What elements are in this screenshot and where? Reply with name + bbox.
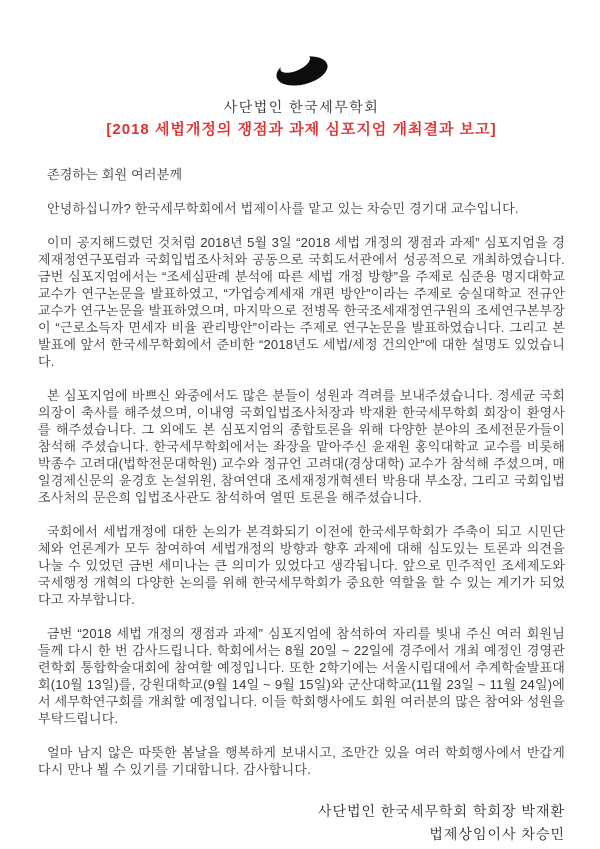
logo-container (38, 46, 565, 94)
salutation-paragraph: 존경하는 회원 여러분께 (47, 167, 183, 182)
organization-name: 사단법인 한국세무학회 (223, 99, 380, 115)
document-title: [2018 세법개정의 쟁점과 과제 심포지엄 개최결과 보고] (106, 121, 497, 138)
intro-paragraph: 안녕하십니까? 한국세무학회에서 법제이사를 맡고 있는 차승민 경기대 교수입니다. (47, 201, 519, 216)
attendees-paragraph: 본 심포지엄에 바쁘신 와중에서도 많은 분들이 성원과 격려를 보내주셨습니다. 정세균 국회의장이 축사를 해주셨으며, 이내영 국회입법조사처장과 박재환 한국세무학회 회장이 환영사를 해주셨습니다. 그 외에도 본 심포지엄의 종합토론을 위해 다양한 분야의 조세전문가들이 참석해 주셨습니다. 한국세무학회에서는 좌장을 맡아주신 윤재원 홍익대학교 교수를 비롯해 박종수 고려대(법학전문대학원) 교수와 정규언 고려대(경상대학) 교수가 참석해 주셨으며, 매일경제신문의 윤경호 논설위원, 참여연대 조세재정개혁센터 박용대 부소장, 그리고 국회입법조사처의 문은희 입법조사관도 참석하여 열띤 토론을 해주셨습니다. (38, 388, 565, 505)
korean-taxation-society-logo-icon (273, 47, 331, 93)
document-header (38, 46, 565, 140)
symposium-summary-paragraph: 이미 공지해드렸던 것처럼 2018년 5월 3일 “2018 세법 개정의 쟁점과 과제” 심포지엄을 경제재정연구포럼과 국회입법조사처와 공동으로 국회도서관에서 성공적으로 개최하였습니다. 금번 심포지엄에서는 “조세심판례 분석에 따른 세법 개정 방향”을 주제로 심준용 명지대학교 교수가 연구논문을 발표하였고, “가업승계세재 개편 방안”이라는 주제로 숭실대학교 전규안 교수가 연구논문을 발표하였으며, 마지막으로 전병목 한국조세재정연구원의 조세연구본부장이 “근로소득자 면세자 비율 관리방안”이라는 주제로 연구논문을 발표하였습니다. 그리고 본 발표에 앞서 한국세무학회에서 준비한 “2018년도 세법/세정 건의안”에 대한 설명도 있었습니다. (38, 235, 565, 369)
significance-paragraph: 국회에서 세법개정에 대한 논의가 본격화되기 이전에 한국세무학회가 주축이 되고 시민단체와 언론계가 모두 참여하여 세법개정의 방향과 향후 과제에 대해 심도있는 토론과 의견을 나눌 수 있었던 금번 세미나는 큰 의미가 있었다고 생각됩니다. 앞으로 민주적인 조세제도와 국세행정 개혁의 다양한 논의를 위해 한국세무학회가 중요한 역할을 할 수 있는 계기가 되었다고 자부합니다. (38, 524, 565, 607)
letter-body (38, 166, 565, 778)
signature-line-president: 사단법인 한국세무학회 학회장 박재환 (317, 803, 565, 819)
closing-paragraph: 얼마 남지 않은 따뜻한 봄날을 행복하게 보내시고, 조만간 있을 여러 학회행사에서 반갑게 다시 만나 뵐 수 있기를 기대합니다. 감사합니다. (38, 745, 565, 777)
signature-line-director: 법제상임이사 차승민 (429, 826, 565, 842)
signature-block (38, 800, 565, 846)
upcoming-events-paragraph: 금번 “2018 세법 개정의 쟁점과 과제” 심포지엄에 참석하여 자리를 빛내 주신 여러 회원님들께 다시 한 번 감사드립니다. 학회에서는 8월 20일 ~ 22일에 경주에서 개최 예정인 경영관련학회 통합학술대회에 참여할 예정입니다. 또한 2학기에는 서울시립대에서 추계학술발표대회(10월 13일)를, 강원대학교(9월 14일 ~ 9월 15일)와 군산대학교(11월 23일 ~ 11월 24일)에서 세무학연구회를 개최할 예정입니다. 이들 학회행사에도 회원 여러분의 많은 참여와 성원을 부탁드립니다. (38, 626, 565, 726)
